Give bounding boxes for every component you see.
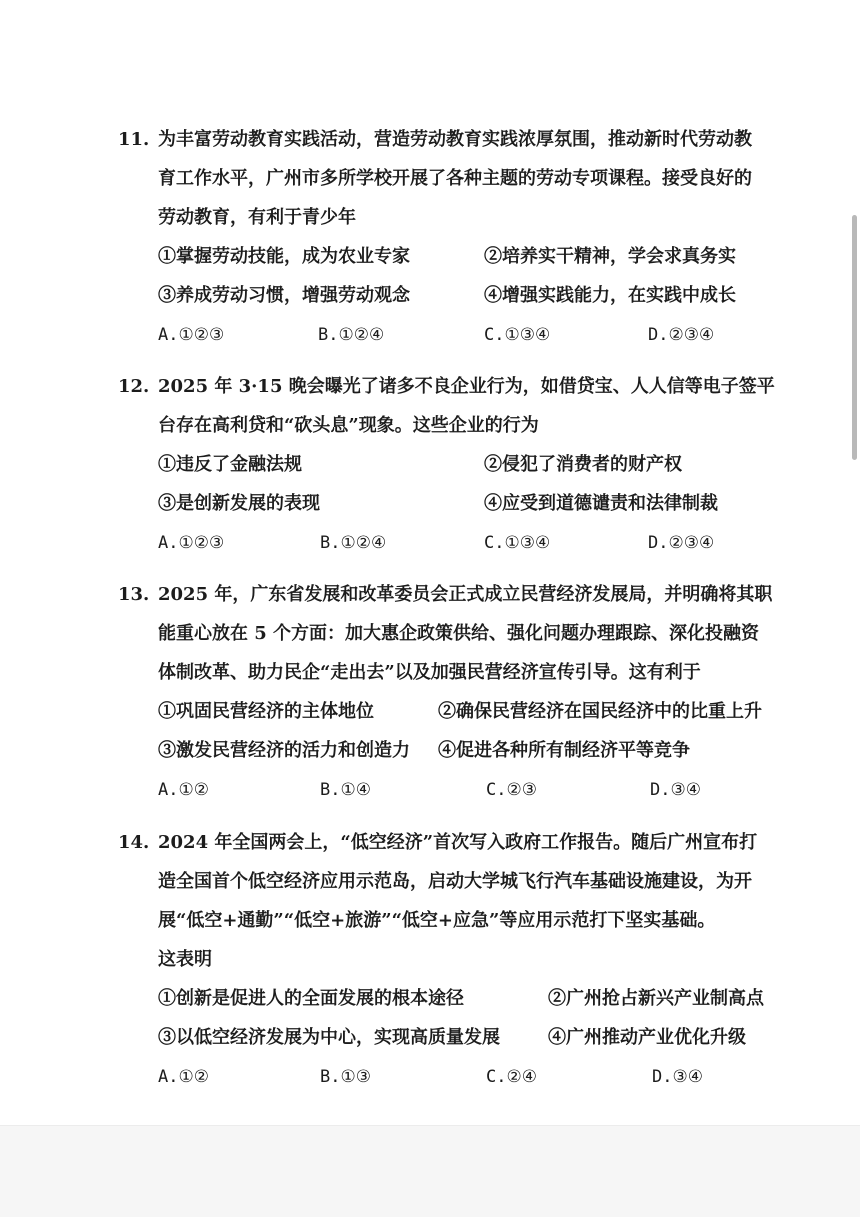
answer-option-d: D.②③④ — [648, 325, 715, 345]
answer-option-b: B.①②④ — [318, 325, 385, 345]
answer-option-b: B.①④ — [320, 780, 371, 800]
answer-option-a: A.①② — [158, 1067, 209, 1087]
statement-4: ④增强实践能力，在实践中成长 — [484, 285, 736, 306]
answer-option-d: D.③④ — [650, 780, 701, 800]
statement-3: ③养成劳动习惯，增强劳动观念 — [158, 285, 410, 306]
answer-option-b: B.①②④ — [320, 533, 387, 553]
question-stem-line: 台存在高利贷和“砍头息”现象。这些企业的行为 — [158, 415, 539, 436]
question-stem-line: 2024 年全国两会上，“低空经济”首次写入政府工作报告。随后广州宣布打 — [158, 832, 758, 853]
answer-option-c: C.①③④ — [484, 325, 551, 345]
answer-option-c: C.①③④ — [484, 533, 551, 553]
question-stem-line: 体制改革、助力民企“走出去”以及加强民营经济宣传引导。这有利于 — [158, 662, 701, 683]
statement-1: ①违反了金融法规 — [158, 454, 302, 475]
question-stem-line: 2025 年 3·15 晚会曝光了诸多不良企业行为，如借贷宝、人人信等电子签平 — [158, 376, 775, 397]
answer-option-a: A.①②③ — [158, 533, 225, 553]
statement-3: ③以低空经济发展为中心，实现高质量发展 — [158, 1027, 500, 1048]
statement-1: ①掌握劳动技能，成为农业专家 — [158, 246, 410, 267]
statement-2: ②确保民营经济在国民经济中的比重上升 — [438, 701, 762, 722]
answer-option-a: A.①② — [158, 780, 209, 800]
answer-option-a: A.①②③ — [158, 325, 225, 345]
question-stem-line: 展“低空+通勤”“低空+旅游”“低空+应急”等应用示范打下坚实基础。 — [158, 910, 716, 931]
question-stem-line: 为丰富劳动教育实践活动，营造劳动教育实践浓厚氛围，推动新时代劳动教 — [158, 129, 752, 150]
statement-2: ②广州抢占新兴产业制高点 — [548, 988, 764, 1009]
question-number: 12. — [118, 376, 150, 397]
answer-option-c: C.②③ — [486, 780, 537, 800]
question-stem-line: 2025 年，广东省发展和改革委员会正式成立民营经济发展局，并明确将其职 — [158, 584, 773, 605]
question-stem-line: 能重心放在 5 个方面：加大惠企政策供给、强化问题办理跟踪、深化投融资 — [158, 623, 760, 644]
statement-3: ③是创新发展的表现 — [158, 493, 320, 514]
question-number: 11. — [118, 129, 150, 150]
statement-1: ①巩固民营经济的主体地位 — [158, 701, 374, 722]
question-stem-line: 这表明 — [158, 949, 212, 970]
statement-4: ④应受到道德谴责和法律制裁 — [484, 493, 718, 514]
statement-2: ②培养实干精神，学会求真务实 — [484, 246, 736, 267]
answer-option-c: C.②④ — [486, 1067, 537, 1087]
question-number: 14. — [118, 832, 150, 853]
question-stem-line: 育工作水平，广州市多所学校开展了各种主题的劳动专项课程。接受良好的 — [158, 168, 752, 189]
answer-option-d: D.②③④ — [648, 533, 715, 553]
vertical-scrollbar[interactable] — [852, 215, 857, 460]
question-number: 13. — [118, 584, 150, 605]
statement-4: ④广州推动产业优化升级 — [548, 1027, 746, 1048]
question-stem-line: 造全国首个低空经济应用示范岛，启动大学城飞行汽车基础设施建设，为开 — [158, 871, 752, 892]
statement-1: ①创新是促进人的全面发展的根本途径 — [158, 988, 464, 1009]
answer-option-d: D.③④ — [652, 1067, 703, 1087]
statement-3: ③激发民营经济的活力和创造力 — [158, 740, 410, 761]
statement-2: ②侵犯了消费者的财产权 — [484, 454, 682, 475]
question-stem-line: 劳动教育，有利于青少年 — [158, 207, 356, 228]
statement-4: ④促进各种所有制经济平等竞争 — [438, 740, 690, 761]
answer-option-b: B.①③ — [320, 1067, 371, 1087]
page-bottom-margin — [0, 1125, 860, 1217]
